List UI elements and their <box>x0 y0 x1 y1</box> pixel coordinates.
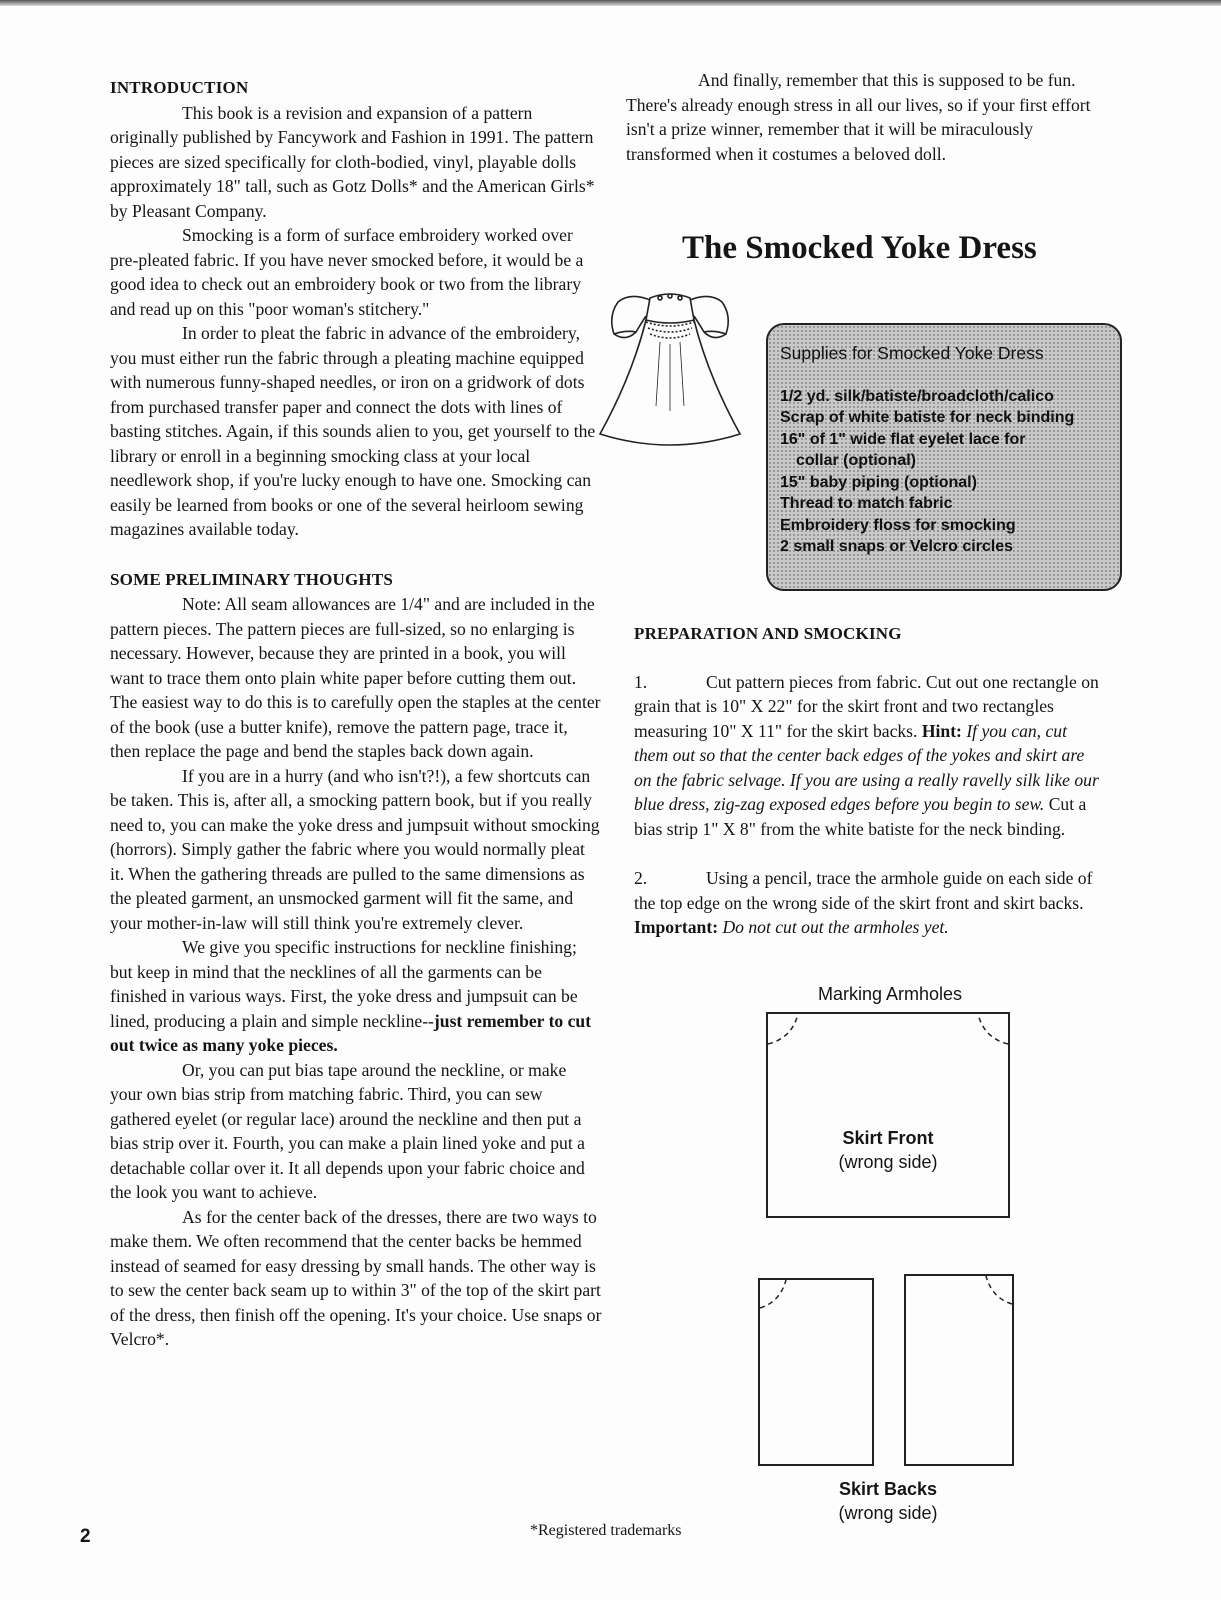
preparation-section <box>634 622 1104 940</box>
step-2 <box>634 866 1104 940</box>
left-column <box>110 76 602 1352</box>
prelim-paragraph-4: Or, you can put bias tape around the neckline, or make your own bias strip from matching fabric. Third, you can sew gathered eyelet (or regular lace) around the neckline and then put a bias strip over it. Fourth, you can make a plain lined yoke and put a detachable collar over it. It all depends upon your fabric choice and the look you want to achieve. <box>110 1059 585 1202</box>
important-label: Important: <box>634 917 719 937</box>
prelim-paragraph-2: If you are in a hurry (and who isn't?!), a few shortcuts can be taken. This is, after all, a smocking pattern book, but if you really need to, you can make the yoke dress and jumpsuit without smocking (horrors). Simply gather the fabric where you would normally pleat it. When the gathering threads are pulled to the same dimensions as the pleated garment, an unsmocked garment will fit the same, and your mother-in-law will still think you're extremely clever. <box>110 765 600 933</box>
intro-paragraph-3: In order to pleat the fabric in advance of the embroidery, you must either run the fabric through a pleating machine equipped with numerous funny-shaped needles, or iron on a gridwork of dots from purchased transfer paper and connect the dots with lines of basting stitches. Again, if this sounds alien to you, get yourself to the library or enroll in a beginning smocking class at your local needlework shop, if you're lucky enough to have one. Smocking can easily be learned from books or one of the several heirloom sewing magazines available today. <box>110 323 596 539</box>
supply-item: 16" of 1" wide flat eyelet lace for <box>780 430 1026 448</box>
preparation-heading: PREPARATION AND SMOCKING <box>634 624 902 643</box>
skirt-front-armhole-guides <box>766 1012 1010 1218</box>
supplies-title: Supplies for Smocked Yoke Dress <box>780 343 1044 363</box>
section-title: The Smocked Yoke Dress <box>682 230 1037 266</box>
skirt-back-left-armhole-guide <box>758 1278 874 1466</box>
diagram-title: Marking Armholes <box>817 984 963 1004</box>
step-1 <box>634 670 1104 842</box>
prelim-paragraph-1: Note: All seam allowances are 1/4" and are included in the pattern pieces. The pattern pieces are full-sized, so no enlarging is necessary. However, because they are printed in a book, you will want to trace them onto plain white paper before cutting them out. The easiest way to do this is to carefully open the staples at the center of the book (use a butter knife), remove the pattern page, trace it, then replace the page and bend the staples back down again. <box>110 594 601 761</box>
page-number: 2 <box>80 1526 91 1547</box>
supplies-box <box>766 323 1122 591</box>
trademark-note: *Registered trademarks <box>530 1522 682 1539</box>
introduction-heading: INTRODUCTION <box>110 78 249 97</box>
finally-paragraph: And finally, remember that this is supposed to be fun. There's already enough stress in all our lives, so if your first effort isn't a prize winner, remember that it will be miraculously transformed when it costumes a beloved doll. <box>626 70 1091 164</box>
dress-illustration <box>590 286 750 456</box>
step-2-text: Using a pencil, trace the armhole guide on each side of the top edge on the wrong side of the skirt front and skirt backs. <box>634 868 1093 913</box>
supply-item: Thread to match fabric <box>780 495 953 512</box>
step-1-text: Cut pattern pieces from fabric. Cut out one rectangle on grain that is 10" X 22" for the skirt front and two rectangles measuring 10" X 11" for the skirt backs. <box>634 671 1099 741</box>
prelim-paragraph-5: As for the center back of the dresses, there are two ways to make them. We often recommend that the center backs be hemmed instead of seamed for easy dressing by small hands. The other way is to sew the center back seam up to within 3" of the top of the skirt part of the dress, then finish off the opening. It's your choice. Use snaps or Velcro*. <box>110 1206 602 1349</box>
skirt-front-label: Skirt Front <box>842 1128 934 1148</box>
intro-paragraph-1: This book is a revision and expansion of a pattern originally published by Fancywork and Fashion in 1991. The pattern pieces are sized specifically for cloth-bodied, vinyl, playable dolls approximately 18" tall, such as Gotz Dolls* and the American Girls* by Pleasant Company. <box>110 102 595 221</box>
supply-item: 15" baby piping (optional) <box>780 473 977 491</box>
skirt-backs-label: Skirt Backs <box>838 1479 938 1499</box>
important-text: Do not cut out the armholes yet. <box>722 917 949 937</box>
hint-text: If you can, cut them out so that the center back edges of the yokes and skirt are on the fabric selvage. If you are using a really ravelly silk like our blue dress, zig-zag exposed edges before you begin to sew. <box>634 720 1099 814</box>
skirt-back-right-armhole-guide <box>904 1274 1014 1466</box>
skirt-front-sublabel: (wrong side) <box>838 1152 938 1172</box>
supply-item: 2 small snaps or Velcro circles <box>780 538 1014 555</box>
supply-item: 1/2 yd. silk/batiste/broadcloth/calico <box>780 387 1054 405</box>
step-1-number: 1. <box>634 671 648 692</box>
supply-item: collar (optional) <box>796 452 916 469</box>
supply-item: Embroidery floss for smocking <box>780 516 1016 534</box>
step-2-number: 2. <box>634 868 648 888</box>
prelim-paragraph-3 <box>110 935 602 1058</box>
skirt-backs-sublabel: (wrong side) <box>838 1503 938 1523</box>
prelim-p3-text: We give you specific instructions for neckline finishing; but keep in mind that the necklines of all the garments can be finished in various ways. First, the yoke dress and jumpsuit can be lined, producing a plain and simple neckline-- <box>110 937 578 1031</box>
prelim-p3-bold: just remember to cut out twice as many yoke pieces. <box>110 1010 592 1055</box>
step-1-end: Cut a bias strip 1" X 8" from the white batiste for the neck binding. <box>634 794 1087 839</box>
preliminary-heading: SOME PRELIMINARY THOUGHTS <box>110 569 394 589</box>
hint-label: Hint: <box>921 720 962 741</box>
right-column-top <box>626 68 1100 166</box>
supply-item: Scrap of white batiste for neck binding <box>780 409 1075 426</box>
page-top-edge <box>0 0 1221 6</box>
intro-paragraph-2: Smocking is a form of surface embroidery worked over pre-pleated fabric. If you have never smocked before, it would be a good idea to check out an embroidery book or two from the library and read up on this "poor woman's stitchery." <box>110 225 584 319</box>
